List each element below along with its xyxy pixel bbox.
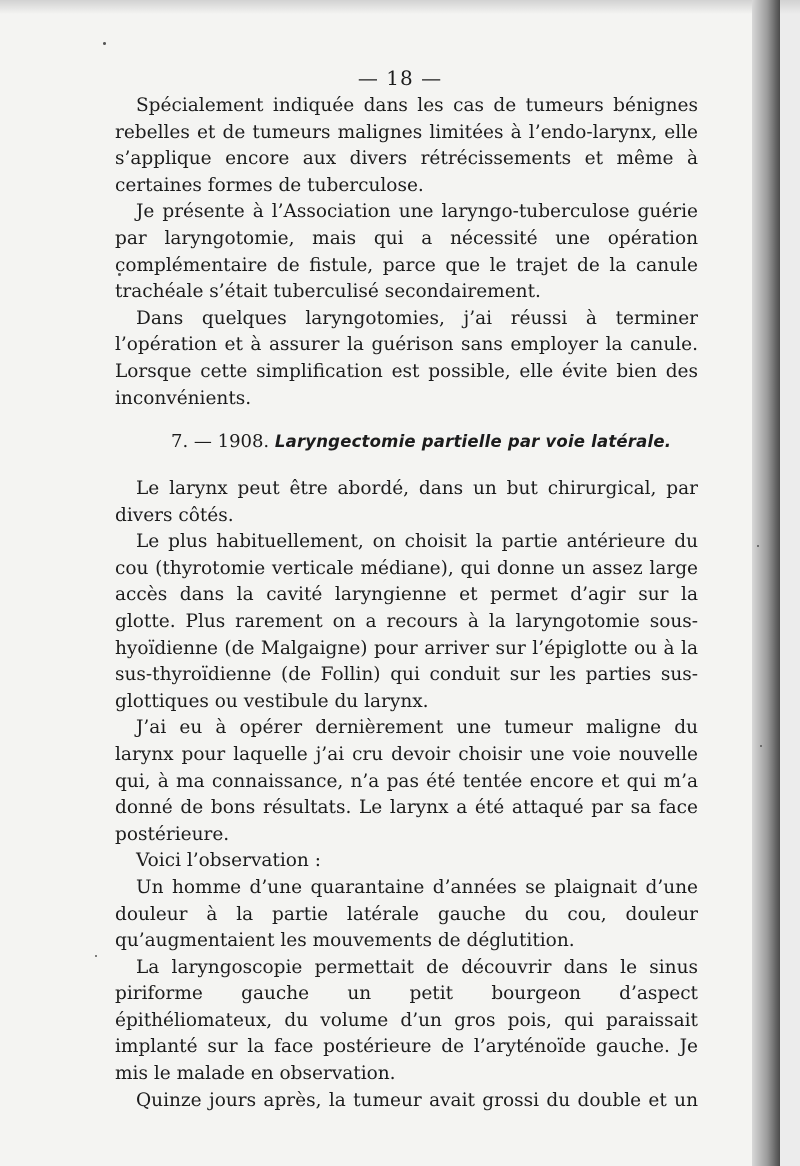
paper-speck: [757, 545, 759, 547]
section-number: 7. — 1908.: [171, 431, 270, 452]
paragraph: Je présente à l’Association une laryngo-tuberculose guérie par laryngotomie, mais qui a nécessité une opération complémentaire de fistule, parce que le trajet de la canule trachéale s’était tuberculisé secondairement.: [115, 201, 698, 303]
paragraph: Dans quelques laryngotomies, j’ai réussi à terminer l’opération et à assurer la guérison sans employer la canule. Lorsque cette simplification est possible, elle évite bien des inconvénients.: [115, 307, 698, 409]
paragraph: La laryngoscopie permettait de découvrir dans le sinus piriforme gauche un petit bourgeon d’aspect épithéliomateux, du volume d’un gros pois, qui paraissait implanté sur la face postérieure de l’aryténoïde gauche. Je mis le malade en observation.: [115, 956, 698, 1085]
paragraph: Spécialement indiquée dans les cas de tumeurs bénignes rebelles et de tumeurs malignes limitées à l’endo-larynx, elle s’applique encore aux divers rétrécissements et même à certaines formes de tuberculose.: [115, 95, 698, 196]
top-edge-shadow: [0, 0, 800, 14]
paper-speck: [103, 42, 106, 45]
text-block-main: [115, 476, 698, 1114]
paragraph: Le plus habituellement, on choisit la partie antérieure du cou (thyrotomie verticale médiane), qui donne un assez large accès dans la cavité laryngienne et permet d’agir sur la glotte. Plus rarement on a recours à la laryngotomie sous-hyoïdienne (de Malgaigne) pour arriver sur l’épiglotte ou à la sus-thyroïdienne (de Follin) qui conduit sur les parties sus-glottiques ou vestibule du larynx.: [115, 531, 698, 712]
paper-speck: [95, 955, 97, 957]
section-heading: [115, 429, 698, 455]
paragraph: Quinze jours après, la tumeur avait grossi du double et un: [136, 1089, 698, 1111]
page-number: — 18 —: [357, 66, 443, 90]
binding-shadow: [752, 0, 780, 1166]
section-title: Laryngectomie partielle par voie latérale.: [274, 432, 672, 451]
paper-speck: [760, 745, 762, 747]
paragraph: Voici l’observation :: [136, 850, 321, 872]
text-block-top: [115, 93, 698, 412]
paragraph: Un homme d’une quarantaine d’années se plaignait d’une douleur à la partie latérale gauche du cou, douleur qu’augmentaient les mouvements de déglutition.: [115, 876, 698, 952]
paragraph: J’ai eu à opérer dernièrement une tumeur maligne du larynx pour laquelle j’ai cru devoir choisir une voie nouvelle qui, à ma connaissance, n’a pas été tentée encore et qui m’a donné de bons résultats. Le larynx a été attaqué par sa face postérieure.: [115, 717, 698, 845]
paragraph: Le larynx peut être abordé, dans un but chirurgical, par divers côtés.: [115, 478, 698, 526]
